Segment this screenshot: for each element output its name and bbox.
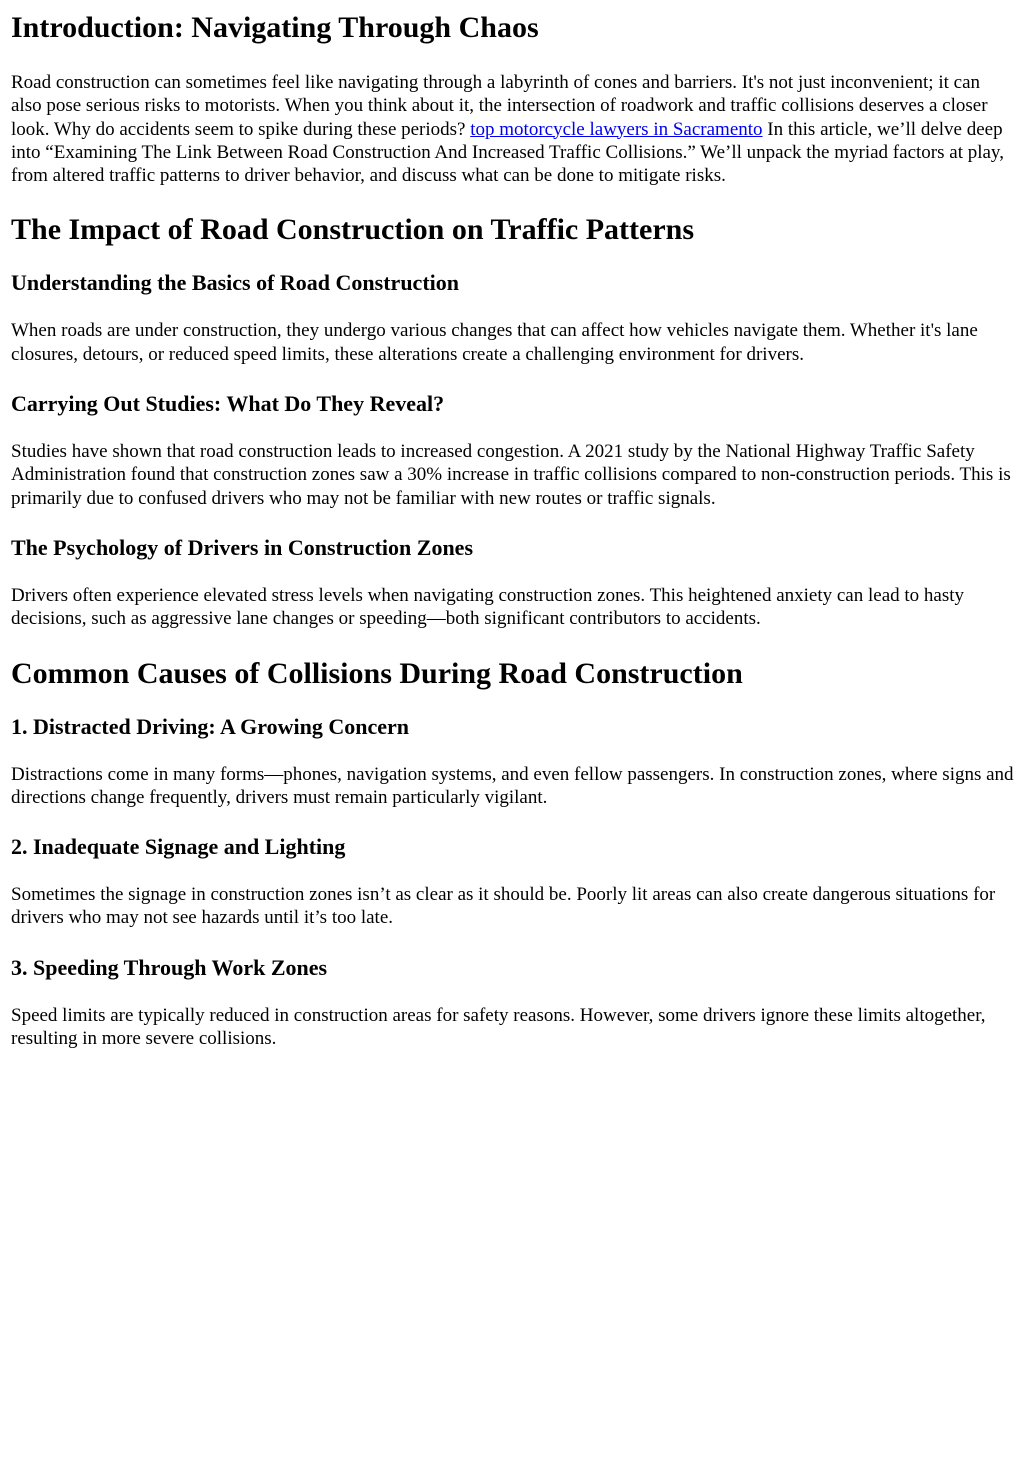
signage-paragraph: Sometimes the signage in construction zones isn’t as clear as it should be. Poorly lit areas can also create dangerous situations for drivers who may not see hazards until it’s too late. — [11, 884, 996, 929]
impact-section-title: The Impact of Road Construction on Traffic Patterns — [11, 213, 695, 247]
article — [0, 11, 1024, 1050]
speeding-paragraph: Speed limits are typically reduced in construction areas for safety reasons. However, some drivers ignore these limits altogether, resulting in more severe collisions. — [11, 1004, 986, 1050]
intro-text-before-link: Road construction can sometimes feel like navigating through a labyrinth of cones and barriers. It's not just inconvenient; it can also pose serious risks to motorists. When you think about it, the intersection of roadwork and traffic collisions deserves a closer look. Why do accidents seem to spike during these periods? — [11, 72, 988, 140]
intro-title: Introduction: Navigating Through Chaos — [11, 11, 539, 44]
psychology-heading: The Psychology of Drivers in Construction Zones — [11, 534, 473, 560]
signage-heading: 2. Inadequate Signage and Lighting — [11, 834, 346, 860]
studies-heading: Carrying Out Studies: What Do They Reveal? — [11, 391, 445, 417]
basics-heading: Understanding the Basics of Road Construction — [11, 270, 459, 296]
basics-paragraph: When roads are under construction, they undergo various changes that can affect how vehicles navigate them. Whether it's lane closures, detours, or reduced speed limits, these alterations create a challenging environment for drivers. — [11, 320, 978, 365]
intro-paragraph — [11, 71, 1014, 187]
speeding-heading: 3. Speeding Through Work Zones — [11, 954, 328, 980]
intro-text-after-link: In this article, we’ll delve deep into “Examining The Link Between Road Construction And Increased Traffic Collisions.” We’ll unpack the myriad factors at play, from altered traffic patterns to driver behavior, and discuss what can be done to mitigate risks. — [11, 118, 1004, 187]
distracted-paragraph: Distractions come in many forms—phones, navigation systems, and even fellow passengers. In construction zones, where signs and directions change frequently, drivers must remain particularly vigilant. — [11, 763, 1014, 808]
psychology-paragraph: Drivers often experience elevated stress levels when navigating construction zones. This heightened anxiety can lead to hasty decisions, such as aggressive lane changes or speeding—both significant contributors to accidents. — [11, 584, 965, 630]
distracted-heading: 1. Distracted Driving: A Growing Concern — [11, 713, 410, 739]
causes-section-title: Common Causes of Collisions During Road Construction — [11, 656, 743, 690]
studies-paragraph: Studies have shown that road construction leads to increased congestion. A 2021 study by the National Highway Traffic Safety Administration found that construction zones saw a 30% increase in traffic collisions compared to non-construction periods. This is primarily due to confused drivers who may not be familiar with new routes or traffic signals. — [11, 441, 1011, 509]
motorcycle-lawyers-link[interactable]: top motorcycle lawyers in Sacramento — [470, 118, 763, 140]
